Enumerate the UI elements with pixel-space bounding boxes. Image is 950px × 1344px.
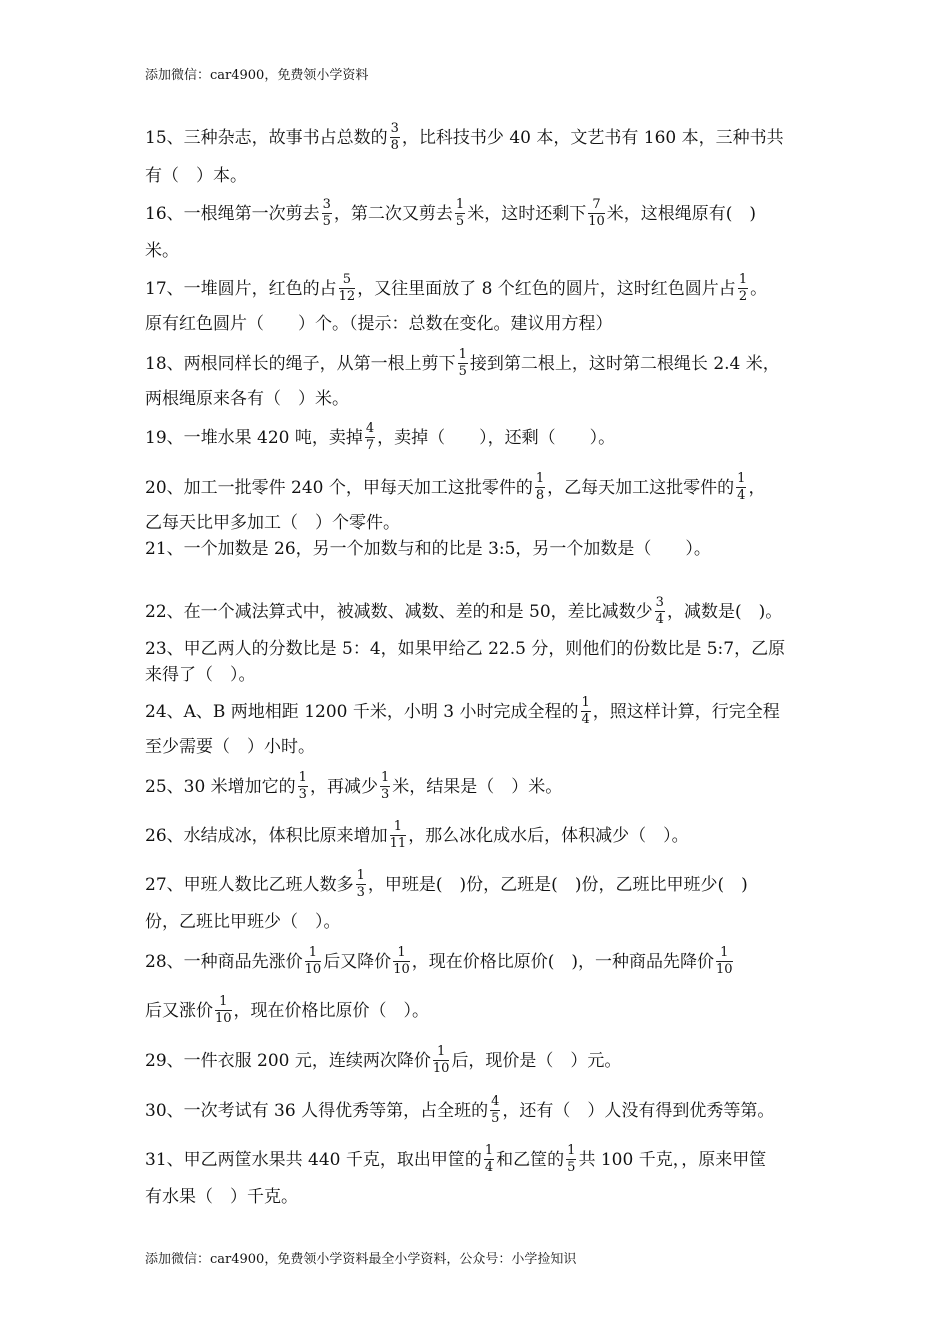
line-text: 米，结果是（ ）米。 [392, 777, 563, 797]
problem-line [145, 595, 783, 627]
line-text: ，乙每天加工这批零件的 [547, 478, 735, 498]
line-text: ，又往里面放了 8 个红色的圆片，这时红色圆片占 [357, 279, 736, 299]
fraction-numerator: 1 [356, 868, 365, 883]
fraction [484, 1144, 494, 1175]
problem-line [145, 312, 613, 336]
problem-line [145, 945, 735, 977]
fraction-numerator: 1 [305, 946, 322, 962]
fraction [305, 946, 322, 977]
fraction-denominator: 2 [738, 289, 748, 304]
problem-line [145, 347, 780, 379]
fraction-numerator: 3 [322, 197, 331, 212]
problem-line [145, 910, 341, 934]
fraction-numerator: 1 [455, 197, 465, 212]
fraction-numerator: 1 [738, 272, 748, 287]
line-text: 乙每天比甲多加工（ ）个零件。 [145, 513, 400, 533]
line-text: 21、一个加数是 26，另一个加数与和的比是 3:5，另一个加数是（ ）。 [145, 539, 711, 559]
line-text: ，照这样计算，行完全程 [592, 702, 780, 722]
fraction-numerator: 1 [484, 1143, 494, 1158]
line-text: 后又涨价 [145, 1001, 213, 1021]
fraction [365, 422, 375, 453]
line-text: 31、甲乙两筐水果共 440 千克，取出甲筐的 [145, 1150, 482, 1170]
line-text: ，现在价格比原价（ ）。 [233, 1001, 430, 1021]
line-text: 15、三种杂志，故事书占总数的 [145, 128, 388, 148]
fraction [736, 472, 746, 503]
fraction-denominator: 5 [455, 214, 465, 229]
line-text: 米，这根绳原有( ) [606, 204, 757, 224]
problem-line [145, 421, 616, 453]
line-text: 后，现价是（ ）元。 [451, 1051, 622, 1071]
line-text: 29、一件衣服 200 元，连续两次降价 [145, 1051, 431, 1071]
problem-line [145, 735, 315, 759]
fraction [356, 869, 366, 900]
fraction-denominator: 4 [484, 1160, 494, 1175]
fraction-denominator: 4 [737, 488, 746, 503]
line-text: 25、30 米增加它的 [145, 777, 296, 797]
fraction-denominator: 4 [655, 612, 664, 627]
fraction-denominator: 11 [389, 836, 407, 851]
line-text: 16、一根绳第一次剪去 [145, 204, 320, 224]
line-text: 17、一堆圆片，红色的占 [145, 279, 337, 299]
fraction [566, 1144, 576, 1175]
fraction-numerator: 4 [365, 421, 375, 436]
line-text: 26、水结成冰，体积比原来增加 [145, 826, 388, 846]
problem-line [145, 121, 784, 153]
line-text: 22、在一个减法算式中，被减数、减数、差的和是 50，差比减数少 [145, 602, 653, 622]
page-header: 添加微信：car4900，免费领小学资料 [145, 68, 369, 83]
fraction-denominator: 8 [535, 488, 545, 503]
fraction [215, 995, 232, 1026]
fraction [433, 1045, 450, 1076]
line-text: 28、一种商品先涨价 [145, 952, 303, 972]
line-text: ，还有（ ）人没有得到优秀等第。 [502, 1101, 775, 1121]
fraction [581, 696, 591, 727]
problem-line [145, 819, 689, 851]
line-text: 27、甲班人数比乙班人数多 [145, 875, 354, 895]
fraction-numerator: 1 [393, 946, 410, 962]
line-text: ，甲班是( )份，乙班是( )份，乙班比甲班少( ) [367, 875, 748, 895]
fraction-denominator: 12 [338, 289, 356, 304]
fraction-numerator: 4 [491, 1094, 500, 1109]
line-text: 至少需要（ ）小时。 [145, 737, 315, 757]
line-text: ，减数是( )。 [666, 602, 783, 622]
problem-line [145, 387, 349, 411]
fraction-denominator: 5 [491, 1111, 500, 1126]
problem-line [145, 868, 748, 900]
fraction-denominator: 10 [716, 962, 733, 977]
line-text: 共 100 千克，，原来甲筐 [578, 1150, 767, 1170]
problem-line [145, 1044, 622, 1076]
problem-line [145, 164, 247, 188]
problem-line [145, 1094, 775, 1126]
fraction [716, 946, 733, 977]
fraction [298, 771, 308, 802]
problem-line [145, 637, 785, 661]
line-text: 两根绳原来各有（ ）米。 [145, 389, 349, 409]
line-text: 24、A、B 两地相距 1200 千米，小明 3 小时完成全程的 [145, 702, 579, 722]
fraction-numerator: 1 [737, 471, 746, 486]
line-text: ，那么冰化成水后，体积减少（ ）。 [408, 826, 689, 846]
line-text: 米，这时还剩下 [467, 204, 587, 224]
fraction [490, 1095, 500, 1126]
fraction-numerator: 3 [655, 595, 664, 610]
fraction-denominator: 5 [458, 364, 467, 379]
fraction-denominator: 3 [380, 787, 390, 802]
fraction-denominator: 10 [432, 1061, 450, 1076]
fraction [390, 820, 407, 851]
fraction-denominator: 7 [365, 438, 375, 453]
problem-line [145, 197, 757, 229]
fraction-numerator: 1 [433, 1045, 450, 1061]
line-text: ，卖掉（ ），还剩（ ）。 [377, 428, 616, 448]
line-text: ， [748, 478, 766, 498]
fraction-numerator: 1 [458, 347, 467, 362]
fraction [390, 122, 400, 153]
fraction-numerator: 1 [581, 695, 590, 710]
fraction-numerator: 1 [390, 820, 407, 836]
line-text: 18、两根同样长的绳子，从第一根上剪下 [145, 354, 456, 374]
line-text: 和乙筐的 [496, 1150, 565, 1170]
problem-line [145, 1143, 767, 1175]
problem-line [145, 239, 179, 263]
page-footer: 添加微信：car4900，免费领小学资料最全小学资料，公众号：小学捡知识 [145, 1252, 577, 1267]
line-text: ，比科技书少 40 本，文艺书有 160 本，三种书共 [401, 128, 784, 148]
fraction-denominator: 10 [393, 962, 410, 977]
line-text: 有（ ）本。 [145, 166, 247, 186]
fraction-numerator: 1 [298, 770, 307, 785]
problem-line [145, 1185, 298, 1209]
fraction-numerator: 1 [380, 770, 390, 785]
line-text: 。 [750, 279, 768, 299]
line-text: 19、一堆水果 420 吨，卖掉 [145, 428, 363, 448]
line-text: 有水果（ ）千克。 [145, 1187, 298, 1207]
fraction-denominator: 10 [304, 962, 322, 977]
line-text: 20、加工一批零件 240 个，甲每天加工这批零件的 [145, 478, 533, 498]
problem-line [145, 663, 256, 687]
line-text: 30、一次考试有 36 人得优秀等第，占全班的 [145, 1101, 489, 1121]
fraction-denominator: 4 [581, 712, 590, 727]
fraction-denominator: 10 [588, 214, 605, 229]
fraction-numerator: 5 [339, 273, 356, 289]
line-text: ，再减少 [309, 777, 378, 797]
line-text: 接到第二根上，这时第二根绳长 2.4 米， [469, 354, 780, 374]
fraction [339, 273, 356, 304]
fraction-denominator: 3 [356, 885, 365, 900]
fraction-numerator: 7 [588, 198, 605, 214]
problem-line [145, 272, 768, 304]
line-text: 份，乙班比甲班少（ ）。 [145, 912, 341, 932]
fraction [380, 771, 390, 802]
problem-line [145, 695, 780, 727]
line-text: 23、甲乙两人的分数比是 5：4，如果甲给乙 22.5 分，则他们的份数比是 5:7，乙原 [145, 639, 786, 659]
fraction [322, 198, 332, 229]
fraction [455, 198, 465, 229]
fraction [655, 596, 665, 627]
fraction-numerator: 1 [215, 995, 232, 1011]
problem-line [145, 770, 563, 802]
fraction-numerator: 1 [716, 946, 733, 962]
line-text: 后又降价 [323, 952, 392, 972]
fraction-denominator: 8 [390, 138, 399, 153]
line-text: 原有红色圆片（ ）个。（提示：总数在变化。建议用方程） [145, 314, 613, 334]
fraction-denominator: 10 [215, 1011, 232, 1026]
problem-line [145, 994, 430, 1026]
problem-line [145, 471, 766, 503]
line-text: ，现在价格比原价( )，一种商品先降价 [411, 952, 714, 972]
fraction [588, 198, 605, 229]
line-text: ，第二次又剪去 [333, 204, 453, 224]
fraction-numerator: 1 [535, 471, 545, 486]
line-text: 米。 [145, 241, 179, 261]
fraction-numerator: 3 [390, 121, 399, 136]
fraction [535, 472, 545, 503]
fraction-numerator: 1 [567, 1143, 576, 1158]
fraction-denominator: 5 [322, 214, 331, 229]
problem-line [145, 537, 711, 561]
fraction-denominator: 3 [298, 787, 307, 802]
fraction [458, 348, 468, 379]
fraction-denominator: 5 [567, 1160, 576, 1175]
fraction [393, 946, 410, 977]
problem-line [145, 511, 400, 535]
fraction [738, 273, 748, 304]
line-text: 来得了（ ）。 [145, 665, 256, 685]
